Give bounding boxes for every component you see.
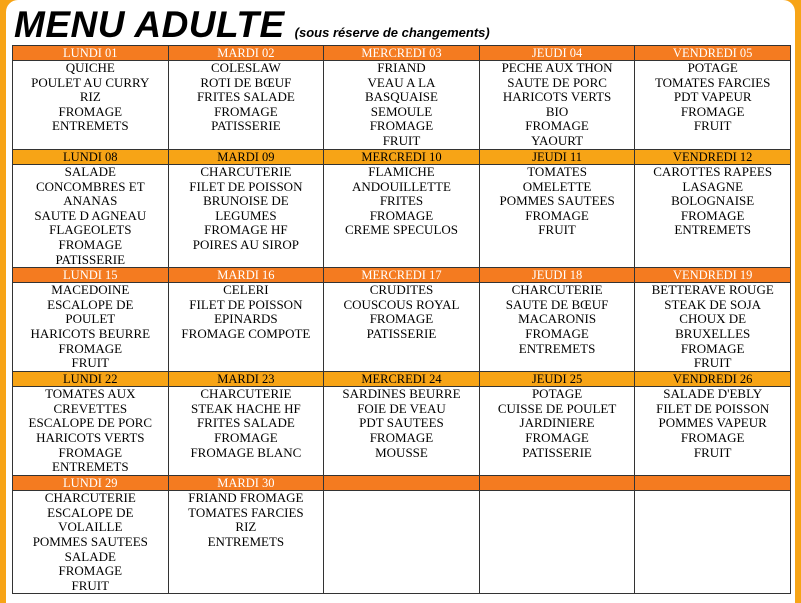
- menu-item: POMMES SAUTEES: [499, 193, 615, 209]
- page-title: MENU ADULTE: [14, 4, 285, 45]
- menu-item: SARDINES BEURRE: [342, 386, 461, 402]
- menu-item: ENTREMETS: [207, 533, 285, 549]
- empty-menu-cell: [635, 491, 791, 594]
- day-header: MERCREDI 17: [324, 268, 480, 283]
- menu-item: MOUSSE: [375, 444, 428, 460]
- menu-item: FROMAGE: [680, 103, 745, 119]
- menu-item: CHOUX DE: [679, 311, 747, 327]
- menu-item: CHARCUTERIE: [200, 164, 292, 179]
- menu-item: SAUTE DE BŒUF: [505, 296, 609, 312]
- day-header: LUNDI 08: [13, 150, 169, 165]
- menu-item: FLAMICHE: [368, 164, 435, 179]
- menu-item: ENTREMETS: [674, 222, 751, 238]
- day-header: MARDI 30: [168, 476, 324, 491]
- menu-item: FROMAGE: [58, 103, 123, 119]
- day-header: LUNDI 15: [13, 268, 169, 283]
- menu-item: FRUIT: [71, 355, 110, 371]
- week-header-row: [13, 372, 791, 387]
- menu-item: FROMAGE: [525, 429, 589, 445]
- menu-table: [12, 45, 791, 594]
- menu-item: POTAGE: [531, 386, 583, 402]
- menu-item: FRUIT: [538, 222, 576, 238]
- day-header: LUNDI 22: [13, 372, 169, 387]
- day-menu-cell: [479, 283, 635, 372]
- menu-item: PATISSERIE: [522, 444, 592, 460]
- day-header: VENDREDI 12: [635, 150, 791, 165]
- day-header: MERCREDI 10: [324, 150, 480, 165]
- menu-item: HARICOTS VERTS: [36, 429, 145, 445]
- menu-item: VEAU A LA: [367, 74, 436, 90]
- menu-item: BIO: [545, 103, 569, 119]
- menu-item: CREVETTES: [53, 400, 128, 416]
- menu-item: JARDINIERE: [519, 415, 595, 431]
- menu-item: FILET DE POISSON: [189, 296, 303, 312]
- menu-item: FROMAGE: [525, 118, 589, 134]
- menu-item: ESCALOPE DE: [47, 504, 134, 520]
- day-menu-cell: [479, 387, 635, 476]
- menu-item: FROMAGE: [58, 444, 123, 460]
- menu-item: ENTREMETS: [518, 340, 596, 356]
- menu-item: CHARCUTERIE: [511, 282, 603, 298]
- day-menu-cell: [13, 387, 169, 476]
- day-header: MERCREDI 03: [324, 46, 480, 61]
- menu-item: FROMAGE: [214, 429, 278, 445]
- menu-item: POULET AU CURRY: [31, 74, 150, 90]
- menu-item: FRUIT: [71, 577, 110, 593]
- day-header: VENDREDI 19: [635, 268, 791, 283]
- day-header: MERCREDI 24: [324, 372, 480, 387]
- day-header: JEUDI 11: [479, 150, 635, 165]
- week-menu-row: [13, 283, 791, 372]
- day-menu-cell: [168, 387, 324, 476]
- day-menu-cell: [13, 165, 169, 268]
- menu-item: FROMAGE: [525, 325, 589, 341]
- week-menu-row: [13, 165, 791, 268]
- menu-item: COUSCOUS ROYAL: [343, 296, 460, 312]
- empty-header-cell: [479, 476, 635, 491]
- menu-item: FROMAGE: [680, 340, 745, 356]
- menu-item: FROMAGE: [214, 103, 278, 119]
- menu-item: FROMAGE: [58, 563, 123, 579]
- day-menu-cell: [635, 283, 791, 372]
- day-menu-cell: [168, 165, 324, 268]
- menu-item: PECHE AUX THON: [501, 60, 613, 75]
- menu-item: FROMAGE HF: [204, 222, 288, 238]
- menu-item: SALADE: [64, 164, 116, 179]
- day-menu-cell: [324, 387, 480, 476]
- menu-item: YAOURT: [531, 132, 584, 148]
- menu-item: CAROTTES RAPEES: [653, 164, 773, 179]
- menu-item: ESCALOPE DE PORC: [28, 415, 153, 431]
- day-menu-cell: [168, 283, 324, 372]
- day-header: MARDI 02: [168, 46, 324, 61]
- menu-item: FROMAGE: [369, 207, 434, 223]
- menu-item: TOMATES FARCIES: [654, 74, 771, 90]
- menu-item: ESCALOPE DE: [47, 296, 134, 312]
- menu-item: FROMAGE BLANC: [190, 444, 302, 460]
- day-header: JEUDI 18: [479, 268, 635, 283]
- day-menu-cell: [13, 491, 169, 594]
- empty-header-cell: [635, 476, 791, 491]
- menu-item: FROMAGE: [369, 118, 434, 134]
- menu-item: ENTREMETS: [52, 459, 129, 475]
- day-menu-cell: [13, 61, 169, 150]
- menu-item: PATISSERIE: [211, 118, 281, 134]
- menu-item: PATISSERIE: [366, 325, 437, 341]
- menu-item: FOIE DE VEAU: [357, 400, 446, 416]
- week-menu-row: [13, 491, 791, 594]
- menu-item: FRIAND FROMAGE: [188, 490, 304, 506]
- menu-item: FRUIT: [382, 132, 421, 148]
- menu-item: FROMAGE: [58, 340, 123, 356]
- menu-item: FRUIT: [693, 444, 732, 460]
- page-subtitle: (sous réserve de changements): [294, 25, 490, 40]
- menu-item: MACARONIS: [518, 311, 597, 327]
- menu-item: FRUIT: [693, 355, 732, 371]
- day-menu-cell: [479, 165, 635, 268]
- day-menu-cell: [324, 283, 480, 372]
- day-header: LUNDI 01: [13, 46, 169, 61]
- menu-item: CHARCUTERIE: [44, 490, 136, 506]
- menu-item: ROTI DE BŒUF: [200, 74, 292, 90]
- menu-item: BETTERAVE ROUGE: [651, 282, 774, 298]
- day-header: JEUDI 25: [479, 372, 635, 387]
- day-header: VENDREDI 26: [635, 372, 791, 387]
- menu-item: LEGUMES: [215, 207, 277, 223]
- menu-item: SEMOULE: [370, 103, 433, 119]
- menu-item: STEAK HACHE HF: [190, 400, 301, 416]
- menu-item: CUISSE DE POULET: [497, 400, 617, 416]
- menu-item: BRUNOISE DE: [203, 193, 289, 209]
- empty-menu-cell: [479, 491, 635, 594]
- menu-item: TOMATES FARCIES: [188, 504, 304, 520]
- menu-item: MACEDOINE: [51, 282, 130, 298]
- menu-item: POMMES VAPEUR: [658, 415, 767, 431]
- menu-item: HARICOTS VERTS: [502, 89, 612, 105]
- menu-item: CRUDITES: [369, 282, 434, 298]
- menu-item: FILET DE POISSON: [656, 400, 770, 416]
- menu-item: CELERI: [223, 282, 269, 298]
- menu-item: FRUIT: [693, 118, 732, 134]
- day-menu-cell: [168, 61, 324, 150]
- menu-item: FRITES SALADE: [196, 415, 295, 431]
- menu-item: BRUXELLES: [675, 325, 751, 341]
- menu-item: FROMAGE: [680, 429, 745, 445]
- menu-item: FRITES: [379, 193, 424, 209]
- day-menu-cell: [635, 165, 791, 268]
- menu-item: ANANAS: [63, 193, 118, 209]
- menu-item: BASQUAISE: [365, 89, 438, 105]
- day-menu-cell: [324, 165, 480, 268]
- menu-item: CREME SPECULOS: [344, 222, 459, 238]
- menu-item: COLESLAW: [211, 60, 281, 75]
- menu-item: PDT SAUTEES: [359, 415, 444, 431]
- day-header: VENDREDI 05: [635, 46, 791, 61]
- menu-item: ANDOUILLETTE: [352, 178, 451, 194]
- day-menu-cell: [635, 61, 791, 150]
- day-menu-cell: [635, 387, 791, 476]
- menu-item: FROMAGE: [369, 429, 434, 445]
- menu-item: POMMES SAUTEES: [32, 533, 148, 549]
- menu-item: FLAGEOLETS: [49, 222, 132, 238]
- day-menu-cell: [479, 61, 635, 150]
- empty-header-cell: [324, 476, 480, 491]
- menu-item: FROMAGE: [525, 207, 589, 223]
- title-row: [14, 4, 794, 44]
- day-header: MARDI 16: [168, 268, 324, 283]
- week-header-row: [13, 268, 791, 283]
- menu-item: PATISSERIE: [55, 251, 126, 267]
- menu-item: RIZ: [79, 89, 101, 105]
- menu-item: LASAGNE: [682, 178, 744, 194]
- week-header-row: [13, 46, 791, 61]
- day-menu-cell: [13, 283, 169, 372]
- menu-item: POIRES AU SIROP: [192, 236, 299, 252]
- day-menu-cell: [324, 61, 480, 150]
- week-header-row: [13, 150, 791, 165]
- menu-item: PDT VAPEUR: [673, 89, 752, 105]
- menu-item: POULET: [65, 311, 116, 327]
- menu-item: SALADE D'EBLY: [663, 386, 763, 402]
- menu-item: FRIAND: [377, 60, 426, 75]
- menu-item: POTAGE: [687, 60, 738, 75]
- day-menu-cell: [168, 491, 324, 594]
- menu-item: FILET DE POISSON: [189, 178, 303, 194]
- menu-item: HARICOTS BEURRE: [30, 325, 151, 341]
- menu-item: STEAK DE SOJA: [664, 296, 762, 312]
- day-header: LUNDI 29: [13, 476, 169, 491]
- menu-item: OMELETTE: [522, 178, 592, 194]
- menu-item: QUICHE: [65, 60, 115, 75]
- menu-item: FROMAGE: [369, 311, 434, 327]
- week-menu-row: [13, 387, 791, 476]
- day-header: MARDI 23: [168, 372, 324, 387]
- menu-item: FROMAGE COMPOTE: [181, 325, 311, 341]
- menu-item: ENTREMETS: [52, 118, 129, 134]
- menu-item: FROMAGE: [680, 207, 745, 223]
- menu-item: TOMATES: [527, 164, 587, 179]
- menu-item: FROMAGE: [58, 236, 123, 252]
- menu-item: TOMATES AUX: [45, 386, 136, 402]
- menu-item: RIZ: [235, 519, 257, 535]
- day-header: MARDI 09: [168, 150, 324, 165]
- menu-item: FRITES SALADE: [196, 89, 295, 105]
- menu-item: CONCOMBRES ET: [35, 178, 145, 194]
- week-menu-row: [13, 61, 791, 150]
- menu-item: SAUTE D AGNEAU: [34, 207, 147, 223]
- day-header: JEUDI 04: [479, 46, 635, 61]
- menu-item: EPINARDS: [214, 311, 278, 327]
- menu-item: BOLOGNAISE: [671, 193, 755, 209]
- menu-item: VOLAILLE: [58, 519, 123, 535]
- empty-menu-cell: [324, 491, 480, 594]
- menu-item: CHARCUTERIE: [200, 386, 292, 402]
- menu-item: SAUTE DE PORC: [507, 74, 607, 90]
- menu-item: SALADE: [64, 548, 116, 564]
- week-header-row: [13, 476, 791, 491]
